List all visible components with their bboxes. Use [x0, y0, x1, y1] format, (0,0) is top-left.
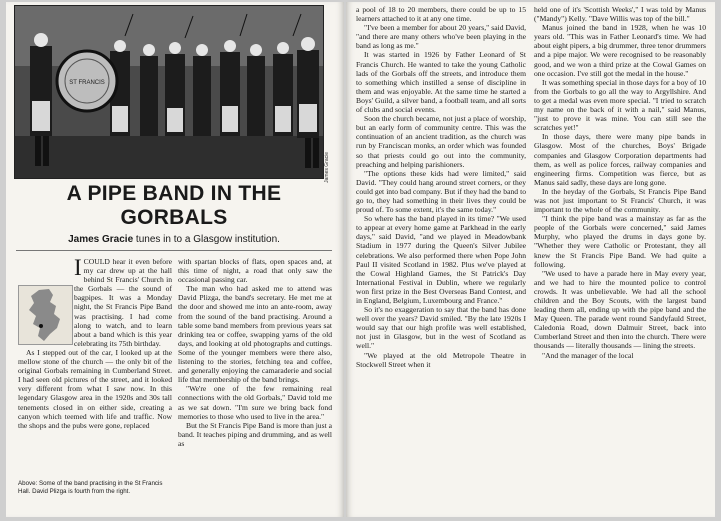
band-photo — [14, 5, 324, 179]
col4-para-4: In those days, there were many pipe bands in Glasgow. Most of the churches, Boys' Brigade companies and Glasgow Corporation departments had them, as well as police forces, railway companies and engineering firms. Competition was fierce, but as Manus said sadly, these days are long gone. — [534, 132, 706, 187]
col1-para-2: As I stepped out of the car, I looked up at the mellow stone of the church — the only bit of the original Gorbals remaining in Cumberland Street. I had seen old pictures of the street, and it looked very different from what I saw now. In this legendary Glasgow area in the 1920s and 30s tall tenements closed in on either side, creating a canyon which teemed with life and traffic. Now the shops and the pubs were gone, replaced — [18, 347, 172, 430]
photo-credit: James Gracie — [324, 152, 330, 183]
column-4 — [534, 5, 706, 360]
col3-para-6: So where has the band played in its time? "We used to appear at every home game at Parkhead in the early days," said David, "and we played in Meadowbank Stadium in 1977 during the Queen's Silver Jubilee celebrations. We also performed there when Pope John Paul II visited Scotland in 1982. Plus we've played at the Cowal Highland Games, the St Patrick's Day International Festival in Dublin, where we regularly won first prize in the Best Overseas Band Contest, and in England, Belgium, Luxembourg and France." — [356, 214, 526, 305]
column-3 — [356, 5, 526, 369]
col3-para-3: It was started in 1926 by Father Leonard of St Francis Church. He wanted to take the young Catholic lads of the Gorbals off the streets, and introduce them to something which instilled a sense of discipline in them and was enjoyable. At the same time he started a Boys' Guild, a silver band, a football team, and all sorts of clubs and social events. — [356, 50, 526, 115]
col4-para-5: In the heyday of the Gorbals, St Francis Pipe Band was not just important to St Francis' Church, it was important to the whole of the community. — [534, 186, 706, 215]
col4-para-1: held one of it's 'Scottish Weeks'," I was told by Manus ("Mandy") Kelly. "Dave Willis was top of the bill." — [534, 5, 706, 24]
col3-para-5: "The options these kids had were limited," said David. "They could hang around street corners, or they could get into bad company. But if they had the band to go to, they had something in their lives they could be proud of. To some extent, it's the same today." — [356, 168, 526, 215]
col4-para-7: "We used to have a parade here in May every year, and we had to hire the mounted police to control crowds. It was unbelievable. We had all the school children and the Boy Scouts, with the largest band leading them all, ending up with the pipe band and the May Queen. The parade went round Sandyfauld Street, Caledonia Road, down Dalmuir Street, back into Cumberland Street and then into the church. There were thousands — literally thousands — lining the streets. — [534, 268, 706, 351]
drop-cap: I — [74, 255, 82, 280]
headline-rule — [16, 250, 332, 251]
col2-para-1: with spartan blocks of flats, open spaces and, at this time of night, a road that only saw the occasional passing car. — [178, 257, 332, 285]
standfirst — [16, 234, 332, 245]
col2-para-3: "We're one of the few remaining real connections with the old Gorbals," David told me as we sat down. "I'm sure we bring back fond memories to those who used to live in the area." — [178, 384, 332, 421]
band-photo-image — [15, 6, 323, 178]
author-name: James Gracie — [68, 234, 134, 245]
col1-para-1 — [18, 257, 172, 348]
col3-para-8: "We played at the old Metropole Theatre in Stockwell Street when it — [356, 350, 526, 369]
column-1 — [18, 257, 172, 430]
headline: A PIPE BAND IN THE GORBALS — [66, 182, 282, 229]
col3-para-1: a pool of 18 to 20 members, there could be up to 15 learners attached to it at any one time. — [356, 5, 526, 24]
col1-para-1-text: COULD hear it even before my car drew up at the hall behind St Francis' Church in the Gorbals — the sound of bagpipes. It was a Monday night, the St Francis Pipe Band was practising. I had come along to watch, and to learn about a band which is this year celebrating its 75th birthday. — [74, 257, 172, 348]
col4-para-8: "And the manager of the local — [542, 350, 634, 360]
col3-para-4: Soon the church became, not just a place of worship, but an early form of community centre. This was the continuation of an ancient tradition, as the church was run by Franciscan monks, an order which was founded so that priests could go out into the community, preaching and helping parishioners. — [356, 114, 526, 169]
left-page — [6, 2, 344, 517]
col3-para-2: "I've been a member for about 20 years," said David, "and there are many others who've been playing in the band as long as me." — [356, 23, 526, 51]
col3-para-7: So it's no exaggeration to say that the band has done well over the years? David smiled. "By the late 1920s I would say that our high profile was well established, not just in Glasgow, but in the west of Scotland as well." — [356, 305, 526, 351]
col2-para-4: But the St Francis Pipe Band is more than just a band. It teaches piping and drumming, and as well as — [178, 420, 332, 448]
standfirst-text: tunes in to a Glasgow institution. — [133, 234, 280, 245]
col4-para-6: "I think the pipe band was a mainstay as far as the people of the Gorbals were concerned," said James Murphy, who played the drums in days gone by. "Whether they were Catholic or Protestant, they all knew the St Francis Pipe Band. We had quite a following. — [534, 214, 706, 269]
column-2 — [178, 257, 332, 448]
right-page — [346, 2, 715, 517]
col4-para-3: It was something special in those days for a boy of 10 from the Gorbals to go all the way to Argyllshire. And to get a medal was even more special. "I tried to scratch my name on the back of it with a nail," said Manus, "just to prove it was mine. You can still see the scratches yet!" — [534, 77, 706, 133]
drum-label: ST FRANCIS — [69, 80, 105, 86]
photo-caption: Above: Some of the band practising in the St Francis Hall. David Plizga is fourth from the right. — [18, 480, 163, 495]
col4-para-2: Manus joined the band in 1928, when he was 10 years old. "This was in Father Leonard's time. We had about eight pipers, a big drummer, three tenor drummers and a pipe major. We were recognised to be reasonably good, and we won a third prize at the Cowal Games on one occasion. I've still got the medal in the house." — [534, 23, 706, 78]
col2-para-2: The man who had asked me to attend was David Plizga, the band's secretary. He met me at the door and showed me into an ante-room, away from the sound of the band practising. Around a table some band members from previous years sat drinking tea or coffee, swapping yarns of the old days, and looking at old photographs and cuttings. Some of the younger members were there also, listening to the stories, fetching tea and coffee, and generally enjoying the camaraderie and social life that membership of the band brings. — [178, 284, 332, 385]
